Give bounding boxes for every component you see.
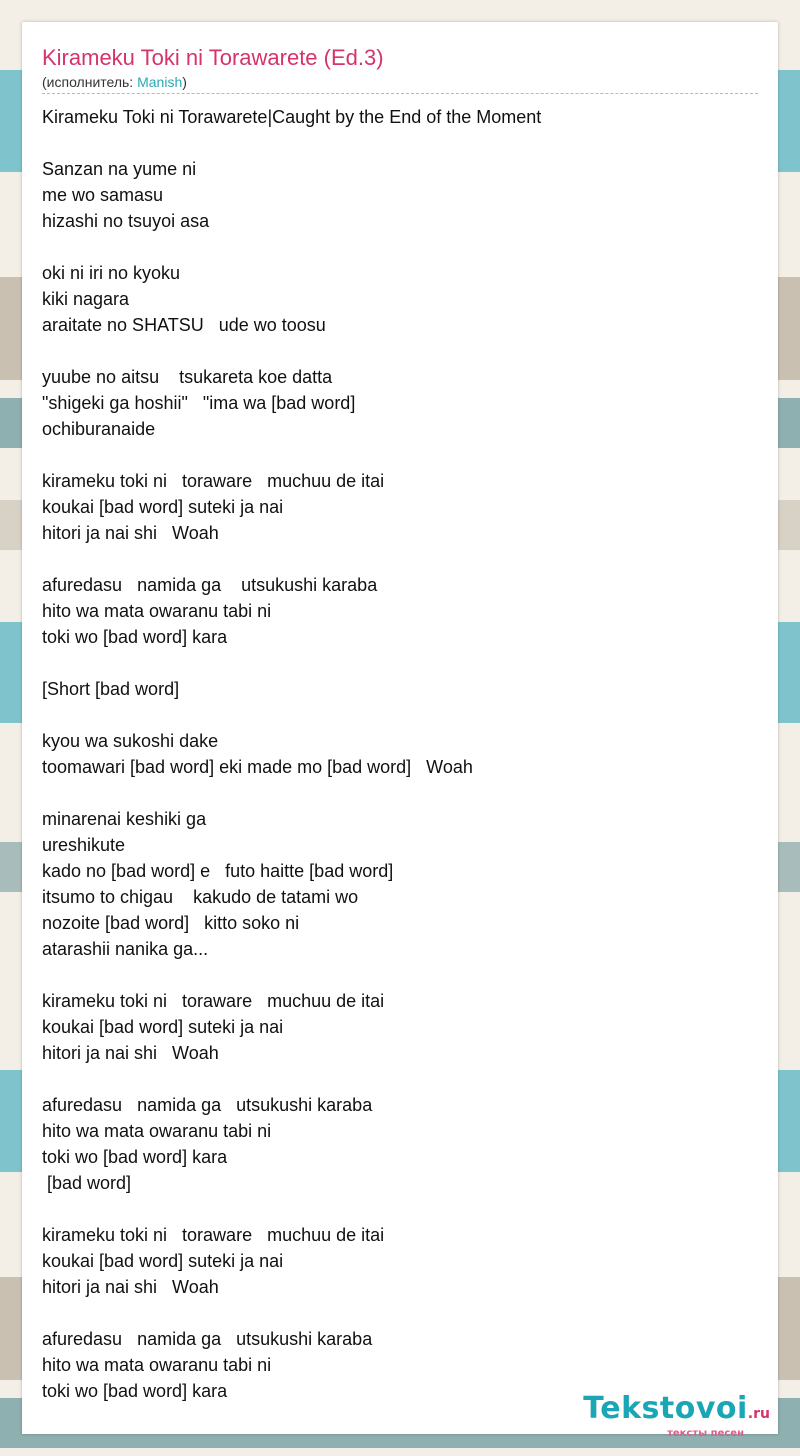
artist-line [42,73,187,91]
lyrics-card [22,22,778,1439]
header-divider [42,93,758,94]
logo-tld: .ru [747,1406,770,1422]
logo-tagline: тексты песен [667,1428,744,1439]
logo-wordmark [583,1391,770,1429]
logo-main-text: Tekstovoi [583,1391,748,1426]
lyrics-text: Kirameku Toki ni Torawarete|Caught by the End of the Moment Sanzan na yume ni me wo samasu hizashi no tsuyoi asa oki ni iri no kyoku kiki nagara araitate no SHATSU ude wo toosu yuube no aitsu tsukareta koe datta "shigeki ga hoshii" "ima wa [bad word] ochiburanaide kirameku toki ni toraware muchuu de itai koukai [bad word] suteki ja nai hitori ja nai shi Woah afuredasu namida ga utsukushi karaba hito wa mata owaranu tabi ni toki wo [bad word] kara [Short [bad word] kyou wa sukoshi dake toomawari [bad word] eki made mo [bad word] Woah minarenai keshiki ga ureshikute kado no [bad word] e futo haitte [bad word] itsumo to chigau kakudo de tatami wo nozoite [bad word] kitto soko ni atarashii nanika ga... kirameku toki ni toraware muchuu de itai koukai [bad word] suteki ja nai hitori ja nai shi Woah afuredasu namida ga utsukushi karaba hito wa mata owaranu tabi ni toki wo [bad word] kara [bad word] kirameku toki ni toraware muchuu de itai koukai [bad word] suteki ja nai hitori ja nai shi Woah afuredasu namida ga utsukushi karaba hito wa mata owaranu tabi ni toki wo [bad word] kara [42,107,542,1401]
artist-suffix: ) [182,74,187,90]
song-title: Kirameku Toki ni Torawarete (Ed.3) [42,45,384,70]
site-logo[interactable] [583,1391,770,1440]
artist-prefix: (исполнитель: [42,74,138,90]
artist-link[interactable]: Manish [137,74,183,90]
